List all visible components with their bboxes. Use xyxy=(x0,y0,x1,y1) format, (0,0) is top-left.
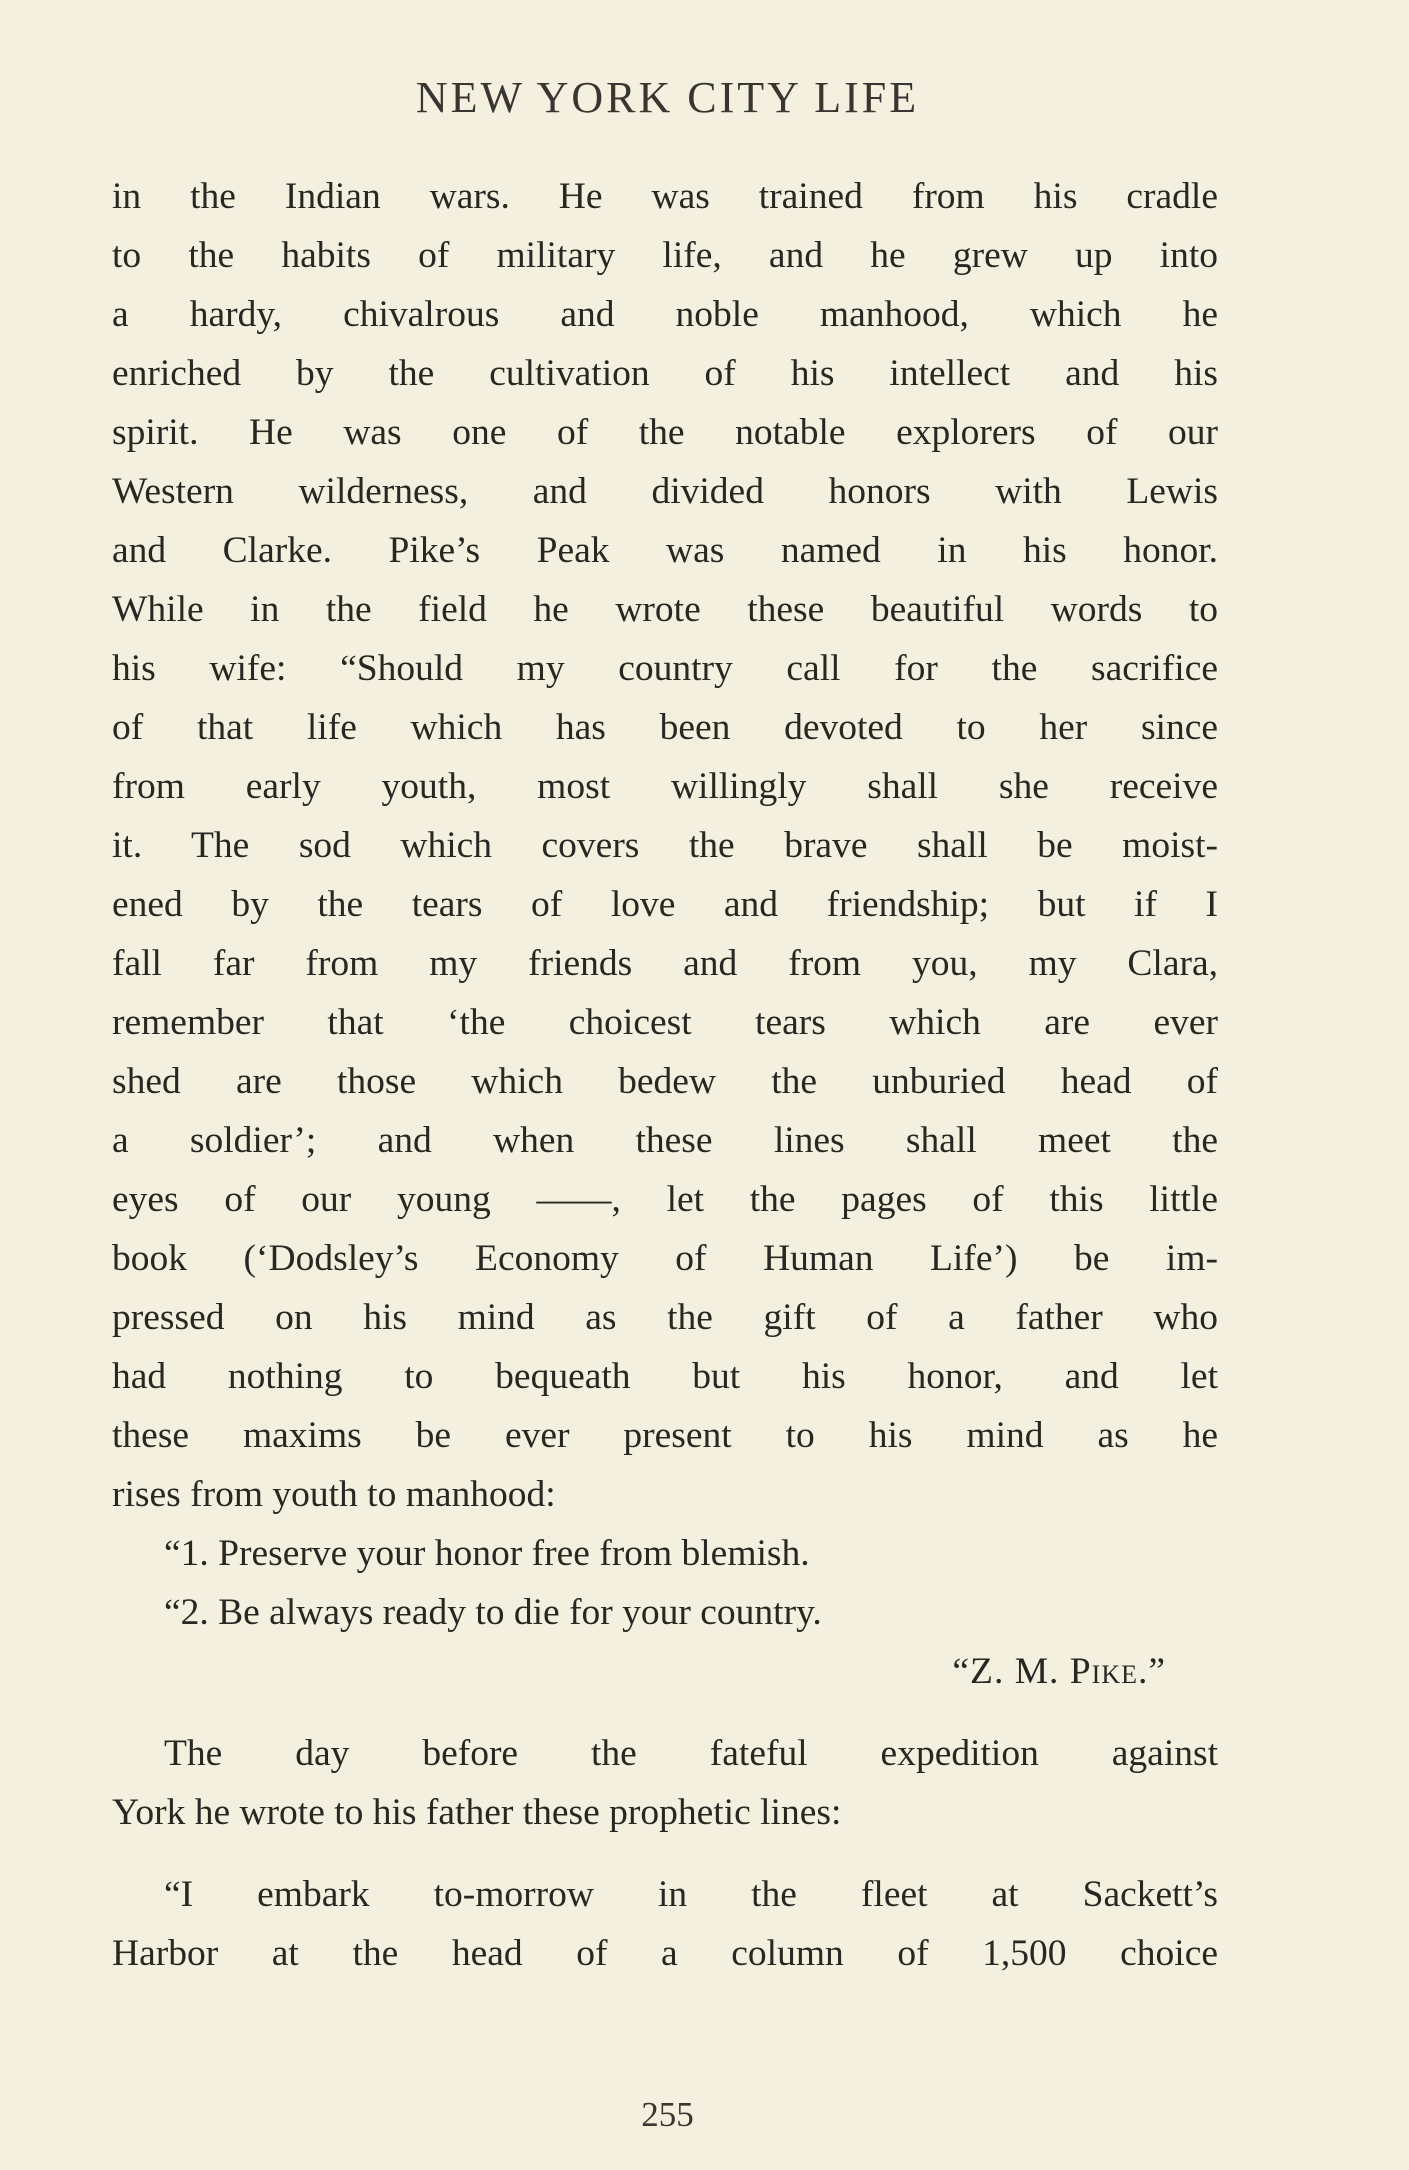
text-line: The day before the fateful expedition against xyxy=(164,1733,1218,1774)
paragraph-gap xyxy=(112,1701,1218,1724)
text-line: from early youth, most willingly shall she receive xyxy=(112,766,1218,807)
text-line: to the habits of military life, and he grew up into xyxy=(112,235,1218,276)
maxim-item: “2. Be always ready to die for your country. xyxy=(164,1592,822,1633)
text-line: While in the field he wrote these beautiful words to xyxy=(112,589,1218,630)
text-line: shed are those which bedew the unburied head of xyxy=(112,1061,1218,1102)
text-line: his wife: “Should my country call for the sacrifice xyxy=(112,648,1218,689)
text-line: book (‘Dodsley’s Economy of Human Life’) be im- xyxy=(112,1238,1218,1279)
text-line: York he wrote to his father these prophetic lines: xyxy=(112,1792,842,1833)
text-line: of that life which has been devoted to her since xyxy=(112,707,1218,748)
text-line: in the Indian wars. He was trained from his cradle xyxy=(112,176,1218,217)
text-line: eyes of our young ——, let the pages of this little xyxy=(112,1179,1218,1220)
text-line: “I embark to-morrow in the fleet at Sackett’s xyxy=(164,1874,1218,1915)
running-head: NEW YORK CITY LIFE xyxy=(415,73,920,122)
text-line: Western wilderness, and divided honors with Lewis xyxy=(112,471,1218,512)
text-line: and Clarke. Pike’s Peak was named in his honor. xyxy=(112,530,1218,571)
page-body xyxy=(112,167,1218,1983)
text-line: it. The sod which covers the brave shall be moist- xyxy=(112,825,1218,866)
maxim-item: “1. Preserve your honor free from blemish. xyxy=(164,1533,810,1574)
text-line: Harbor at the head of a column of 1,500 choice xyxy=(112,1933,1218,1974)
signature xyxy=(112,1642,1218,1701)
paragraph-1 xyxy=(112,167,1218,1524)
text-line: enriched by the cultivation of his intellect and his xyxy=(112,353,1218,394)
text-line: ened by the tears of love and friendship; but if I xyxy=(112,884,1218,925)
text-line: a soldier’; and when these lines shall meet the xyxy=(112,1120,1218,1161)
maxims-list xyxy=(112,1524,1218,1642)
text-line: pressed on his mind as the gift of a father who xyxy=(112,1297,1218,1338)
text-line: a hardy, chivalrous and noble manhood, which he xyxy=(112,294,1218,335)
text-line: had nothing to bequeath but his honor, and let xyxy=(112,1356,1218,1397)
text-line: rises from youth to manhood: xyxy=(112,1474,556,1515)
page-number: 255 xyxy=(641,2095,694,2134)
text-line: remember that ‘the choicest tears which are ever xyxy=(112,1002,1218,1043)
text-line: these maxims be ever present to his mind as he xyxy=(112,1415,1218,1456)
text-line: fall far from my friends and from you, my Clara, xyxy=(112,943,1218,984)
paragraph-2 xyxy=(112,1724,1218,1842)
paragraph-3 xyxy=(112,1865,1218,1983)
text-line: spirit. He was one of the notable explorers of our xyxy=(112,412,1218,453)
signature-text: “Z. M. Pike.” xyxy=(952,1651,1166,1692)
paragraph-gap xyxy=(112,1842,1218,1865)
